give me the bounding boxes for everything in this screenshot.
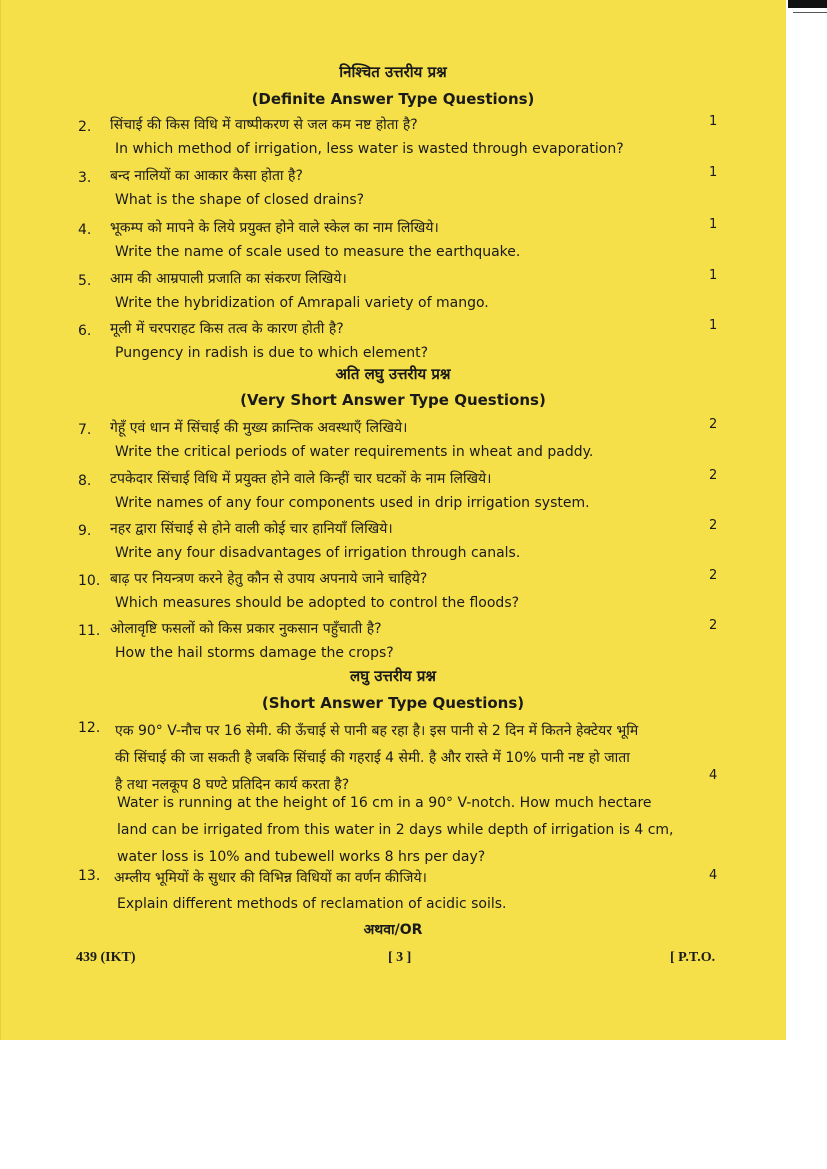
- question-marks: 4: [709, 768, 718, 783]
- question-12-hindi-line: है तथा नलकूप 8 घण्टे प्रतिदिन कार्य करता है?: [115, 777, 350, 793]
- question-12-english: [117, 790, 673, 871]
- question-12-hindi: [115, 718, 638, 799]
- question-hindi: टपकेदार सिंचाई विधि में प्रयुक्त होने वाले किन्हीं चार घटकों के नाम लिखिये।: [110, 471, 492, 487]
- section-heading-very-short-hindi: अति लघु उत्तरीय प्रश्न: [335, 365, 451, 383]
- question-13-english: Explain different methods of reclamation of acidic soils.: [117, 896, 507, 912]
- question-marks: 2: [709, 468, 718, 483]
- question-english: In which method of irrigation, less water is wasted through evaporation?: [115, 141, 624, 157]
- question-number: 11.: [78, 623, 101, 639]
- question-english: What is the shape of closed drains?: [115, 192, 365, 208]
- question-hindi: आम की आम्रपाली प्रजाति का संकरण लिखिये।: [110, 271, 347, 287]
- section-heading-short-hindi: लघु उत्तरीय प्रश्न: [350, 667, 436, 685]
- question-13-hindi: अम्लीय भूमियों के सुधार की विभिन्न विधियों का वर्णन कीजिये।: [114, 870, 427, 886]
- question-number: 13.: [78, 868, 101, 884]
- question-number: 2.: [78, 119, 92, 135]
- question-hindi: बाढ़ पर नियन्त्रण करने हेतु कौन से उपाय अपनाये जाने चाहिये?: [110, 571, 428, 587]
- question-hindi: ओलावृष्टि फसलों को किस प्रकार नुकसान पहुँचाती है?: [110, 621, 382, 637]
- question-12-english-line: Water is running at the height of 16 cm in a 90° V-notch. How much hectare: [117, 795, 652, 811]
- question-marks: 1: [709, 165, 718, 180]
- question-english: Write any four disadvantages of irrigation through canals.: [115, 545, 521, 561]
- section-heading-very-short-english: (Very Short Answer Type Questions): [240, 391, 546, 409]
- question-english: Write the name of scale used to measure the earthquake.: [115, 244, 521, 260]
- question-number: 8.: [78, 473, 92, 489]
- or-separator: अथवा/OR: [363, 922, 423, 938]
- question-marks: 2: [709, 417, 718, 432]
- question-english: Write the hybridization of Amrapali variety of mango.: [115, 295, 489, 311]
- question-marks: 1: [709, 268, 718, 283]
- question-marks: 2: [709, 618, 718, 633]
- question-english: Which measures should be adopted to control the floods?: [115, 595, 520, 611]
- question-number: 4.: [78, 222, 92, 238]
- question-hindi: मूली में चरपराहट किस तत्व के कारण होती है?: [110, 321, 344, 337]
- question-hindi: बन्द नालियों का आकार कैसा होता है?: [110, 168, 303, 184]
- scan-edge: [788, 0, 827, 8]
- question-number: 6.: [78, 323, 92, 339]
- please-turn-over: [ P.T.O.: [670, 950, 716, 965]
- question-number: 7.: [78, 422, 92, 438]
- section-heading-short-english: (Short Answer Type Questions): [261, 694, 525, 712]
- scan-edge-line: [793, 12, 827, 13]
- question-marks: 2: [709, 568, 718, 583]
- question-12-english-line: land can be irrigated from this water in 2 days while depth of irrigation is 4 cm,: [117, 822, 674, 838]
- question-number: 12.: [78, 720, 101, 736]
- question-12-english-line: water loss is 10% and tubewell works 8 hrs per day?: [117, 849, 486, 865]
- question-12-hindi-line: एक 90° V-नौच पर 16 सेमी. की ऊँचाई से पानी बह रहा है। इस पानी से 2 दिन में कितने हेक्टेयर भूमि: [115, 723, 639, 739]
- question-number: 9.: [78, 523, 92, 539]
- question-english: Pungency in radish is due to which element?: [115, 345, 429, 361]
- question-english: Write the critical periods of water requirements in wheat and paddy.: [115, 444, 594, 460]
- section-heading-definite-hindi: निश्चित उत्तरीय प्रश्न: [339, 63, 447, 81]
- question-number: 10.: [78, 573, 101, 589]
- question-12-hindi-line: की सिंचाई की जा सकती है जबकि सिंचाई की गहराई 4 सेमी. है और रास्ते में 10% पानी नष्ट हो जाता: [115, 750, 630, 766]
- question-english: Write names of any four components used in drip irrigation system.: [115, 495, 590, 511]
- section-heading-definite-english: (Definite Answer Type Questions): [251, 90, 535, 108]
- question-marks: 2: [709, 518, 718, 533]
- question-hindi: गेहूँ एवं धान में सिंचाई की मुख्य क्रान्तिक अवस्थाएँ लिखिये।: [110, 420, 408, 436]
- question-english: How the hail storms damage the crops?: [115, 645, 394, 661]
- question-marks: 1: [709, 318, 718, 333]
- paper-code: 439 (IKT): [76, 950, 136, 965]
- question-hindi: भूकम्प को मापने के लिये प्रयुक्त होने वाले स्केल का नाम लिखिये।: [110, 220, 439, 236]
- question-number: 3.: [78, 170, 92, 186]
- question-marks: 4: [709, 868, 718, 883]
- question-hindi: नहर द्वारा सिंचाई से होने वाली कोई चार हानियाँ लिखिये।: [110, 521, 393, 537]
- question-hindi: सिंचाई की किस विधि में वाष्पीकरण से जल कम नष्ट होता है?: [110, 117, 418, 133]
- question-number: 5.: [78, 273, 92, 289]
- page-number: [ 3 ]: [388, 950, 412, 965]
- question-marks: 1: [709, 114, 718, 129]
- question-marks: 1: [709, 217, 718, 232]
